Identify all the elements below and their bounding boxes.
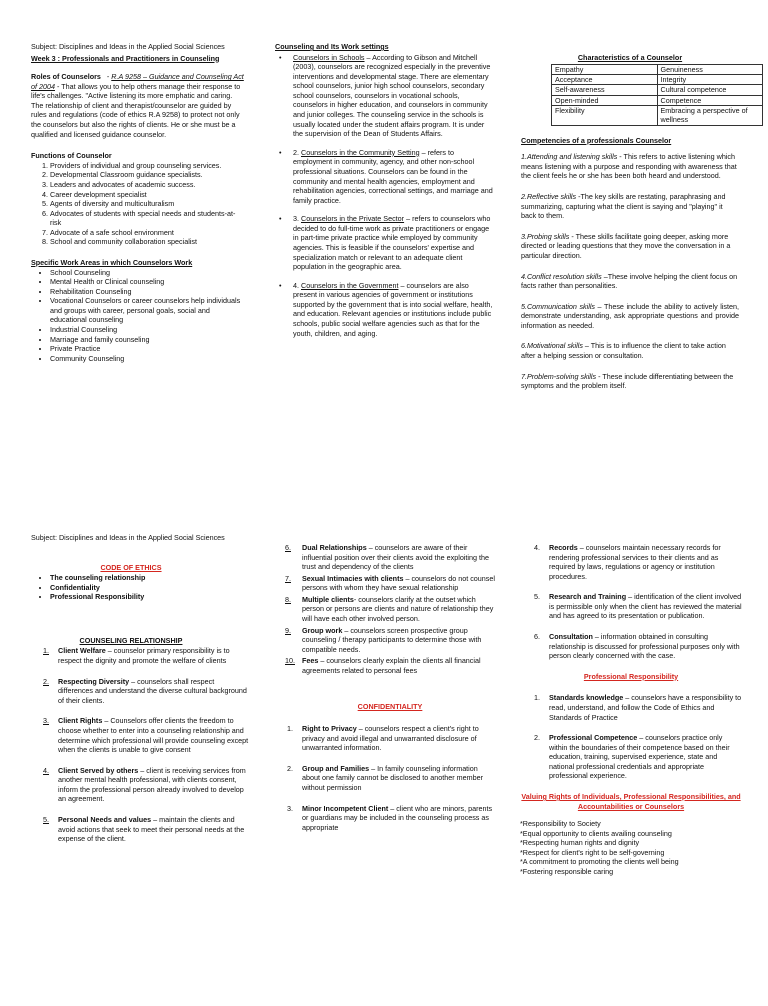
relationship-item [285,574,495,593]
valuing-rights-item: *Fostering responsible caring [520,867,614,877]
function-item: 3. Leaders and advocates of academic success. [50,180,245,190]
item-text [302,656,495,675]
item-number: 3. [43,716,49,726]
item-text [58,646,251,665]
characteristics-row [552,95,763,105]
function-item: 2. Developmental Classroom guidance specialists. [50,170,245,180]
competency-description: - These include differentiating between the symptoms and the problem itself. [521,371,734,391]
page2-column-right [520,543,742,877]
setting-number: 2. [293,147,301,157]
characteristics-row [552,106,763,126]
item-number: 1. [534,693,540,703]
item-number: 2. [287,763,293,773]
item-description: – counselors do not counsel persons with whom they have sexual relationship [302,573,495,593]
characteristics-table [551,64,763,126]
setting-item [275,53,493,139]
counseling-relationship-heading: COUNSELING RELATIONSHIP [79,635,183,645]
setting-description: – refers to employment in community, agency, and other non-school professional situations. Counselors can be found in the community and mental health agencies, employment and rehabilitation agencies, correctional settings, and marriage and family practice. [293,147,493,205]
item-text [549,693,742,722]
work-areas-list [31,268,245,364]
item-text [302,574,495,593]
item-text [549,543,742,581]
relationship-item [43,677,251,706]
item-title: Standards knowledge [549,693,624,703]
work-area-item: • Private Practice [50,344,245,354]
setting-description: – refers to counselors who decided to do full-time work as private practitioners or engage in part-time private practice while employed by community agencies. This is feasible if the counselors' expertise and specialization match or relevant to an adequate client population in the geographic area. [293,214,491,272]
item-text [302,626,495,655]
item-description: – counselors practice only within the boundaries of their competence based on their education, training, supervised experience, state and national professional credentials and appropriate professional experience. [549,733,730,781]
page1-column-left [31,42,245,363]
competency-description: - This refers to active listening which means listening with a purpose and responding with awareness that the client feels he or she has been both heard and understood. [521,152,737,181]
work-area-item: • Industrial Counseling [50,325,245,335]
item-number: 5. [534,592,540,602]
valuing-rights-item: *Equal opportunity to clients availing counseling [520,828,672,838]
competency-title: 7.Problem-solving skills [521,371,597,381]
competency-title: 4.Conflict resolution skills [521,271,602,281]
item-text [549,632,742,661]
ethics-item: • Confidentiality [50,583,251,593]
page1-column-right [521,53,748,402]
work-area-item: • Vocational Counselors or career counselors help individuals and groups with career, personal goals, social and educational counseling [50,296,245,325]
item-title: Client Welfare [58,646,106,656]
bullet-mark: • [279,280,282,290]
work-area-item: • School Counseling [50,268,245,278]
item-number: 1. [43,646,49,656]
code-of-ethics-list [31,573,251,602]
competency-item [521,372,739,391]
competency-description: – These include the ability to actively listen, demonstrate understanding, ask appropriate questions and provide information as needed. [521,301,739,330]
valuing-rights-heading: Valuing Rights of Individuals, Professional Responsibilities, and Accountabilities or Counselors [521,791,741,811]
professional-responsibility-list [520,693,742,781]
roles-heading: Roles of Counselors [31,72,101,82]
item-title: Consultation [549,632,593,642]
item-text [302,724,495,753]
characteristic-cell: Integrity [657,74,763,84]
confidentiality-heading: CONFIDENTIALITY [357,701,423,711]
confidentiality-continued [520,543,742,661]
characteristic-cell: Self-awareness [552,85,658,95]
confidentiality-item [534,592,742,621]
item-number: 9. [285,625,291,635]
competencies-list [521,152,739,390]
functions-heading: Functions of Counselor [31,151,112,161]
ethics-item: • The counseling relationship [50,573,251,583]
relationship-item [285,626,495,655]
competency-title: 5.Communication skills [521,301,596,311]
item-description: – counselors are aware of their influential position over their clients avoid the exploiting the trust and dependency of the clients [302,543,489,572]
setting-item [275,148,493,205]
relationship-item [43,766,251,804]
work-area-item: • Rehabilitation Counseling [50,287,245,297]
subject-line: Subject: Disciplines and Ideas in the Applied Social Sciences [31,42,225,51]
characteristic-cell: Genuineness [657,64,763,74]
competency-item [521,302,739,331]
competency-title: 6.Motivational skills [521,341,583,351]
item-text [549,592,742,621]
item-title: Minor Incompetent Client [302,803,389,813]
confidentiality-item [287,724,495,753]
item-description: – Counselors offer clients the freedom to choose whether to enter into a counseling relationship and determine which professional will provide counseling except when the clients is unable to give consent [58,716,249,755]
setting-item [275,214,493,271]
characteristics-row [552,74,763,84]
characteristic-cell: Open-minded [552,95,658,105]
setting-item [275,281,493,338]
competency-item [521,232,739,261]
characteristic-cell: Competence [657,95,763,105]
competency-description: - These skills facilitate going deeper, asking more directed or leading questions that they move the conversation in a particular direction. [521,231,731,260]
confidentiality-item [287,804,495,833]
item-number: 4. [43,765,49,775]
competency-title: 3.Probing skills [521,231,570,241]
week-title: Week 3 : Professionals and Practitioners in Counseling [31,53,220,63]
item-title: Client Served by others [58,765,139,775]
work-areas-heading: Specific Work Areas in which Counselors Work [31,257,193,267]
competencies-heading: Competencies of a professionals Counselor [521,135,672,145]
characteristics-heading: Characteristics of a Counselor [577,53,683,62]
item-text [302,764,495,793]
item-text [58,716,251,754]
item-text [302,804,495,833]
item-title: Fees [302,656,319,666]
setting-number: 4. [293,280,301,290]
item-number: 4. [534,543,540,552]
code-of-ethics-heading: CODE OF ETHICS [100,562,162,572]
item-description: – counselors screen prospective group counseling / therapy participants to determine those with compatible needs. [302,625,482,654]
item-title: Group work [302,625,343,635]
function-item: 4. Career development specialist [50,190,245,200]
bullet-mark: • [279,52,282,62]
item-title: Professional Competence [549,733,638,743]
item-description: – counselors have a responsibility to read, understand, and follow the Code of Ethics and Standards of Practice [549,693,742,722]
page1-column-middle [275,42,493,347]
competency-item [521,192,739,221]
functions-list [31,161,245,247]
valuing-rights-item: *Respecting human rights and dignity [520,838,640,848]
item-number: 1. [287,724,293,734]
competency-title: 2.Reflective skills [521,192,577,202]
function-item: 5. Agents of diversity and multiculturalism [50,199,245,209]
characteristic-cell: Empathy [552,64,658,74]
professional-responsibility-item [534,733,742,781]
competency-description: -The key skills are restating, paraphrasing and summarizing, capturing what the client is saying and "playing" it back to them. [521,192,726,221]
relationship-item [285,543,495,572]
professional-responsibility-item [534,693,742,722]
work-area-item: • Mental Health or Clinical counseling [50,277,245,287]
characteristic-cell: Embracing a perspective of wellness [657,106,763,126]
item-title: Multiple clients [302,594,354,604]
item-description: – client who are minors, parents or guardians may be included in the counseling process as appropriate [302,803,493,832]
item-description: – In family counseling information about one family cannot be disclosed to another member without permission [302,763,483,792]
roles-text: - That allows you to help others manage their response to life's challenges. "Active listening its more emphatic and caring. The relationship of client and therapist/counselor are guided by rules and regulations (code of ethics R.A 9258) to protect not only the counselors but also the rights of clients. He or she must be a qualified and licensed guidance counselor. [31,81,241,139]
work-area-item: • Community Counseling [50,354,245,364]
function-item: 6. Advocates of students with special needs and students-at-risk [50,209,245,228]
item-title: Right to Privacy [302,724,357,734]
characteristic-cell: Cultural competence [657,85,763,95]
item-number: 6. [534,632,540,642]
item-title: Research and Training [549,592,627,602]
valuing-rights-item: *A commitment to promoting the clients well being [520,857,679,867]
characteristic-cell: Flexibility [552,106,658,126]
setting-title: Counselors in the Government [301,280,399,290]
valuing-rights-list [520,819,742,876]
competency-item [521,152,739,181]
confidentiality-item [534,632,742,661]
bullet-mark: • [279,214,282,224]
relationship-item [43,646,251,665]
item-number: 2. [43,676,49,686]
item-number: 6. [285,543,291,552]
page2-column-left [31,533,251,855]
counseling-relationship-continued [285,543,495,676]
item-description: – information obtained in consulting relationship is discussed for professional purposes only with person clearly concerned with the case. [549,632,740,661]
relationship-item [285,656,495,675]
page-2 [0,526,768,1006]
roles-paragraph: Roles of Counselors - R.A 9258 – Guidance and Counseling Act of 2004 - That allows you to help others manage their response to life's challenges. "Active listening its more emphatic and caring. The relationship of client and therapist/counselor are guided by rules and regulations (code of ethics R.A 9258) to protect not only the counselors but also the rights of clients. He or she must be a qualified and licensed guidance counselor. [31,72,244,139]
item-description: – maintain the clients and avoid actions that seek to meet their personal needs at the expense of the client. [58,814,245,844]
item-description: – counselors shall respect differences and understand the diverse cultural background of their clients. [58,676,247,705]
setting-description: – counselors are also present in various agencies of government or institutions supported by the government that is into social welfare, health, and education. Relevant agencies or institutions include public schools, public social welfare agencies such as that for the youth, children, and aging. [293,280,493,338]
work-area-item: • Marriage and family counseling [50,335,245,345]
item-title: Records [549,543,578,552]
settings-list [275,53,493,339]
competency-title: 1.Attending and listening skills [521,152,618,162]
relationship-item [285,595,495,624]
confidentiality-item [534,543,742,581]
function-item: 8. School and community collaboration specialist [50,237,245,247]
item-description: – counselors clearly explain the clients all financial agreements related to personal fees [302,656,481,675]
page-1 [0,0,768,500]
confidentiality-item [287,764,495,793]
item-number: 2. [534,733,540,743]
competency-description: – This is to influence the client to take action after a helping session or consultation. [521,341,726,360]
professional-responsibility-heading: Professional Responsibility [583,671,679,681]
function-item: 1. Providers of individual and group counseling services. [50,161,245,171]
item-description: – counselors respect a client's right to privacy and avoid illegal and unwarranted disclosure of unwarranted information. [302,724,479,753]
item-description: – identification of the client involved is permissible only when the client has reviewed the material and has agreed to its presentation or publication. [549,592,742,621]
relationship-item [43,716,251,754]
setting-text [293,53,493,139]
competency-item [521,341,739,360]
settings-heading: Counseling and Its Work settings [275,42,389,51]
item-number: 3. [287,803,293,813]
characteristics-row [552,85,763,95]
item-number: 8. [285,594,291,604]
setting-text [293,214,493,271]
item-description: – counselor primary responsibility is to respect the dignity and promote the welfare of clients [58,646,230,666]
item-text [58,815,251,844]
item-text [58,766,251,804]
competency-item [521,272,739,291]
relationship-item [43,815,251,844]
item-title: Dual Relationships [302,543,367,552]
item-description: – counselors maintain necessary records for rendering professional services to their clients and as required by laws, regulations or agency or institution procedures. [549,543,721,581]
valuing-rights-item: *Respect for client's right to be self-governing [520,847,665,857]
item-number: 7. [285,573,291,583]
page2-column-middle [285,543,495,843]
item-description: – client is receiving services from another mental health professional, with clients consent, inform the professional person already involved to develop an agreement. [58,765,246,804]
item-description: - counselors clarify at the outset which person or persons are clients and nature of relationship they will have each other involved person. [302,594,494,624]
item-title: Sexual Intimacies with clients [302,573,404,583]
item-title: Personal Needs and values [58,814,152,824]
item-text [549,733,742,781]
confidentiality-list [285,724,495,832]
ethics-item: • Professional Responsibility [50,592,251,602]
setting-title: Counselors in the Community Setting [301,147,420,157]
item-title: Group and Families [302,763,370,773]
item-number: 10. [285,656,295,666]
setting-title: Counselors in Schools [293,52,365,62]
characteristic-cell: Acceptance [552,74,658,84]
setting-title: Counselors in the Private Sector [301,214,405,224]
valuing-rights-item: *Responsibility to Society [520,819,601,829]
item-number: 5. [43,814,49,824]
function-item: 7. Advocate of a safe school environment [50,228,245,238]
subject-line-2: Subject: Disciplines and Ideas in the Applied Social Sciences [31,533,225,542]
item-text [302,595,495,624]
item-text [58,677,251,706]
item-title: Respecting Diversity [58,676,130,686]
item-text [302,543,495,572]
setting-description: – According to Gibson and Mitchell (2003), counselors are recognized especially in the preventive interventions and developmental stage. There are elementary school counselors, junior high school counselors, secondary school counselors, counselors in vocational schools, counselors in higher education, and counselors in community and junior colleges. The counseling service in the schools is usually located under the student affairs program. It is under the supervision of the Dean of Students Affairs. [293,52,491,139]
item-title: Client Rights [58,716,103,726]
characteristics-row [552,64,763,74]
roles-ref: R.A 9258 – Guidance and Counseling Act of 2004 [31,72,244,91]
bullet-mark: • [279,147,282,157]
setting-text [293,148,493,205]
competency-description: –These involve helping the client focus on facts rather than personalities. [521,271,738,291]
setting-text [293,281,493,338]
setting-number: 3. [293,214,301,224]
counseling-relationship-list [31,646,251,843]
